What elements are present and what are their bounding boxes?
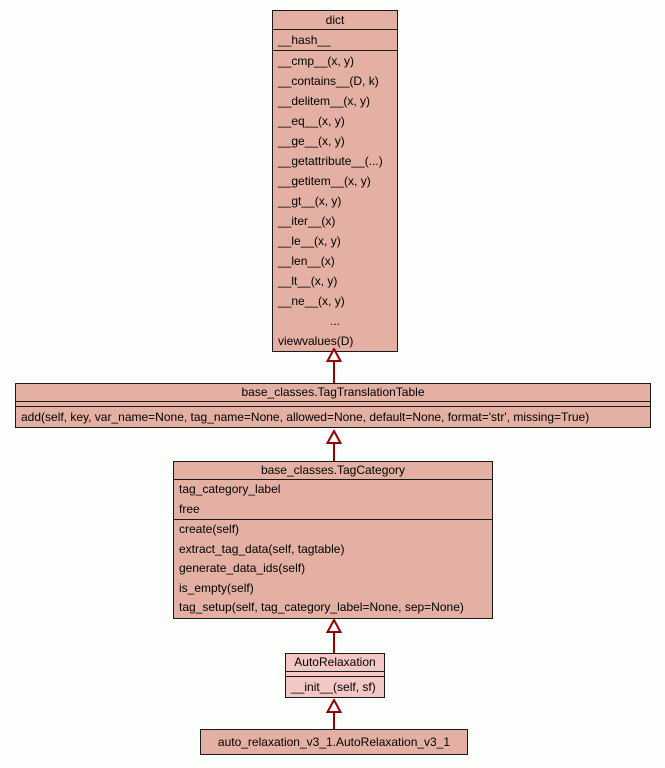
inheritance-edge — [333, 361, 335, 383]
class-title-tag-category: base_classes.TagCategory — [260, 463, 406, 477]
member-row: tag_setup(self, tag_category_label=None, sep=None) — [179, 600, 464, 614]
member-row: tag_category_label — [179, 482, 281, 496]
member-row: viewvalues(D) — [278, 334, 354, 348]
class-title-tag-translation-table: base_classes.TagTranslationTable — [241, 385, 425, 399]
inheritance-edge — [333, 712, 335, 729]
inheritance-edge — [333, 443, 335, 461]
member-row: is_empty(self) — [179, 580, 254, 595]
member-row: __init__(self, sf) — [291, 680, 376, 694]
member-row: __lt__(x, y) — [278, 274, 338, 288]
member-row: add(self, key, var_name=None, tag_name=None, allowed=None, default=None, format='str', missing=True) — [21, 410, 590, 424]
member-row: __delitem__(x, y) — [278, 94, 371, 108]
member-row: __cmp__(x, y) — [278, 54, 355, 68]
member-row: __ne__(x, y) — [278, 294, 345, 308]
member-row: __iter__(x) — [278, 214, 336, 228]
methods-compartment — [286, 676, 384, 697]
member-row: __ge__(x, y) — [278, 134, 345, 148]
member-row: __len__(x) — [278, 254, 335, 268]
methods-compartment — [273, 50, 397, 351]
class-node-tag-category[interactable] — [173, 461, 493, 619]
class-node-tag-translation-table[interactable] — [15, 383, 651, 428]
class-title-auto-relaxation: AutoRelaxation — [294, 655, 376, 669]
member-row: create(self) — [179, 522, 240, 536]
member-row: free — [179, 501, 200, 516]
class-node-dict[interactable] — [272, 10, 398, 352]
class-title-dict: dict — [325, 13, 345, 27]
member-row: generate_data_ids(self) — [179, 561, 306, 575]
member-row: __hash__ — [278, 33, 331, 47]
member-row: extract_tag_data(self, tagtable) — [179, 541, 345, 556]
class-node-auto-relaxation[interactable] — [285, 653, 385, 698]
inheritance-edge — [333, 632, 335, 653]
member-row: __gt__(x, y) — [278, 194, 342, 208]
member-row: __le__(x, y) — [278, 234, 341, 248]
attributes-compartment — [174, 479, 492, 519]
member-row: __getitem__(x, y) — [278, 174, 371, 188]
methods-compartment — [174, 519, 492, 618]
attributes-compartment — [273, 29, 397, 50]
member-row: __eq__(x, y) — [278, 114, 345, 128]
member-row: ... — [329, 314, 340, 328]
member-row: __getattribute__(...) — [278, 154, 383, 168]
member-row: __contains__(D, k) — [278, 74, 379, 88]
methods-compartment — [16, 406, 650, 427]
class-node-auto-relaxation-v3-1[interactable]: auto_relaxation_v3_1.AutoRelaxation_v3_1 — [200, 729, 468, 755]
